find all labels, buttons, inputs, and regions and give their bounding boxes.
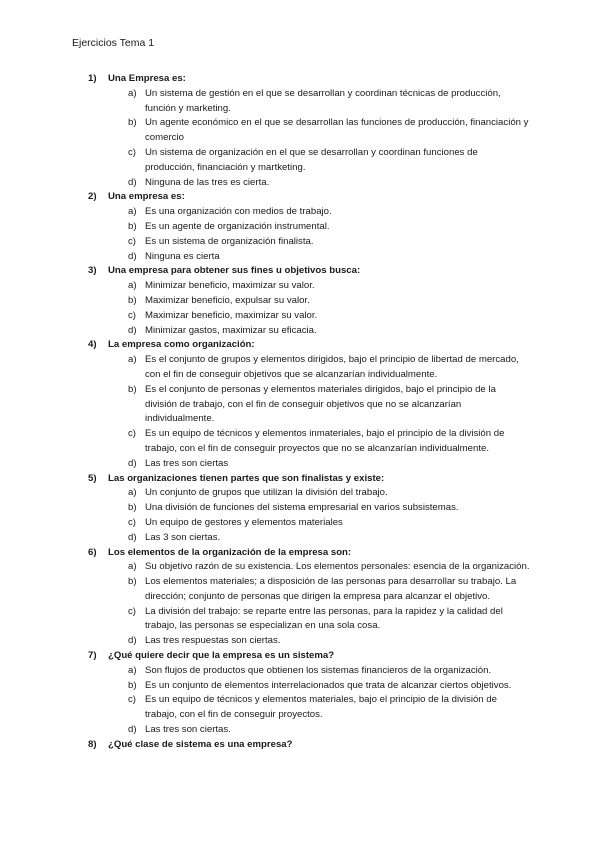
question-item <box>0 264 600 338</box>
answer-option <box>0 501 600 516</box>
option-letter: b) <box>128 117 137 129</box>
answer-option <box>0 146 600 176</box>
option-text: Un sistema de gestión en el que se desarrollan y coordinan técnicas de producción, función y marketing. <box>145 87 501 114</box>
question-text: Las organizaciones tienen partes que son finalistas y existe: <box>108 472 385 484</box>
answer-option <box>0 457 600 472</box>
option-text: Las tres son ciertas. <box>145 724 231 736</box>
answer-option <box>0 205 600 220</box>
answer-option <box>0 176 600 191</box>
answer-option <box>0 353 600 383</box>
answer-option <box>0 575 600 605</box>
option-letter: b) <box>128 294 137 306</box>
answer-option <box>0 693 600 723</box>
option-letter: d) <box>128 324 137 336</box>
option-letter: b) <box>128 576 137 588</box>
answer-option <box>0 427 600 457</box>
answer-option <box>0 309 600 324</box>
question-number: 4) <box>88 339 97 351</box>
option-text: Las 3 son ciertas. <box>145 531 221 543</box>
option-letter: b) <box>128 383 137 395</box>
answer-option <box>0 664 600 679</box>
option-text: Ninguna es cierta <box>145 250 220 262</box>
option-text: Su objetivo razón de su existencia. Los elementos personales: esencia de la organización. <box>145 561 530 573</box>
option-text: Un equipo de gestores y elementos materiales <box>145 516 343 528</box>
option-letter: c) <box>128 309 136 321</box>
question-item <box>0 190 600 264</box>
option-text: Es el conjunto de personas y elementos materiales dirigidos, bajo el principio de la división de trabajo, con el fin de conseguir objetivos que no se alcanzarían individualmente. <box>145 383 496 425</box>
option-text: Es un agente de organización instrumental. <box>145 220 330 232</box>
option-text: Los elementos materiales; a disposición de las personas para desarrollar su trabajo. La dirección; conjunto de personas que dirigen la empresa para alcanzar el objetivo. <box>145 576 517 602</box>
question-heading <box>0 546 600 561</box>
answer-option <box>0 634 600 649</box>
option-text: Son flujos de productos que obtienen los sistemas financieros de la organización. <box>145 664 492 676</box>
question-number: 7) <box>88 650 97 662</box>
option-letter: b) <box>128 220 137 232</box>
question-heading <box>0 649 600 664</box>
question-number: 6) <box>88 546 97 558</box>
answer-option <box>0 250 600 265</box>
option-letter: c) <box>128 235 136 247</box>
option-text: Minimizar beneficio, maximizar su valor. <box>145 280 315 292</box>
answer-option <box>0 516 600 531</box>
answer-option <box>0 324 600 339</box>
answer-option <box>0 235 600 250</box>
option-text: La división del trabajo: se reparte entre las personas, para la rapidez y la calidad del trabajo, las personas se especializan en una sola cosa. <box>145 605 503 632</box>
question-number: 2) <box>88 191 97 203</box>
option-text: Es un sistema de organización finalista. <box>145 235 314 247</box>
answer-option <box>0 531 600 546</box>
question-number: 5) <box>88 472 97 484</box>
option-letter: d) <box>128 250 137 262</box>
option-letter: d) <box>128 724 137 736</box>
question-text: Los elementos de la organización de la empresa son: <box>108 546 352 558</box>
option-text: Es una organización con medios de trabajo. <box>145 206 332 218</box>
answer-option <box>0 294 600 309</box>
question-heading <box>0 472 600 487</box>
option-letter: a) <box>128 487 137 499</box>
option-letter: a) <box>128 87 137 99</box>
option-letter: d) <box>128 531 137 543</box>
option-text: Maximizar beneficio, maximizar su valor. <box>145 309 318 321</box>
question-heading <box>0 72 600 87</box>
option-text: Es un conjunto de elementos interrelacionados que trata de alcanzar ciertos objetivos. <box>145 679 512 691</box>
answer-option <box>0 605 600 635</box>
answer-option <box>0 116 600 146</box>
option-text: Las tres son ciertas <box>145 457 229 469</box>
option-letter: c) <box>128 146 136 158</box>
question-item <box>0 738 600 753</box>
option-letter: a) <box>128 354 137 366</box>
question-item <box>0 649 600 738</box>
option-letter: a) <box>128 664 137 676</box>
option-letter: a) <box>128 280 137 292</box>
question-number: 3) <box>88 265 97 277</box>
answer-option <box>0 220 600 235</box>
option-letter: d) <box>128 635 137 647</box>
question-item <box>0 472 600 546</box>
question-number: 1) <box>88 73 97 84</box>
answer-option <box>0 486 600 501</box>
question-item <box>0 72 600 190</box>
option-text: Un sistema de organización en el que se desarrollan y coordinan funciones de producción, financiación y martketing. <box>145 146 478 173</box>
question-heading <box>0 738 600 753</box>
question-text: Una empresa para obtener sus fines u objetivos busca: <box>108 265 361 277</box>
option-text: Ninguna de las tres es cierta. <box>145 176 270 188</box>
option-letter: c) <box>128 516 136 528</box>
question-number: 8) <box>88 738 97 750</box>
answer-option <box>0 679 600 694</box>
option-text: Una división de funciones del sistema empresarial en varios subsistemas. <box>145 502 459 514</box>
option-text: Las tres respuestas son ciertas. <box>145 635 281 647</box>
option-letter: c) <box>128 694 136 706</box>
question-text: La empresa como organización: <box>108 339 255 351</box>
option-letter: b) <box>128 679 137 691</box>
question-heading <box>0 338 600 353</box>
option-text: Es el conjunto de grupos y elementos dirigidos, bajo el principio de libertad de mercado, con el fin de conseguir objetivos que se alcanzarían individualmente. <box>145 354 519 380</box>
question-text: Una Empresa es: <box>108 73 186 84</box>
question-heading <box>0 190 600 205</box>
option-letter: d) <box>128 457 137 469</box>
answer-option <box>0 560 600 575</box>
question-item <box>0 338 600 471</box>
question-list <box>0 72 600 753</box>
option-text: Un agente económico en el que se desarrollan las funciones de producción, financiación y comercio <box>145 117 529 144</box>
question-heading <box>0 264 600 279</box>
question-text: Una empresa es: <box>108 191 185 203</box>
answer-option <box>0 723 600 738</box>
option-letter: c) <box>128 605 136 617</box>
question-item <box>0 546 600 650</box>
option-text: Es un equipo de técnicos y elementos inmateriales, bajo el principio de la división de trabajo, con el fin de conseguir proyectos que no se alcanzarían individualmente. <box>145 428 505 454</box>
option-text: Es un equipo de técnicos y elementos materiales, bajo el principio de la división de trabajo, con el fin de conseguir proyectos. <box>145 694 497 721</box>
option-letter: a) <box>128 206 137 218</box>
answer-option <box>0 279 600 294</box>
question-text: ¿Qué quiere decir que la empresa es un sistema? <box>108 650 335 662</box>
option-letter: a) <box>128 561 137 573</box>
option-text: Maximizar beneficio, expulsar su valor. <box>145 294 310 306</box>
option-letter: c) <box>128 428 136 440</box>
option-text: Un conjunto de grupos que utilizan la división del trabajo. <box>145 487 388 499</box>
answer-option <box>0 87 600 117</box>
answer-option <box>0 383 600 427</box>
option-letter: d) <box>128 176 137 188</box>
option-text: Minimizar gastos, maximizar su eficacia. <box>145 324 317 336</box>
question-text: ¿Qué clase de sistema es una empresa? <box>108 738 293 750</box>
document-header: Ejercicios Tema 1 <box>72 37 155 49</box>
option-letter: b) <box>128 502 137 514</box>
